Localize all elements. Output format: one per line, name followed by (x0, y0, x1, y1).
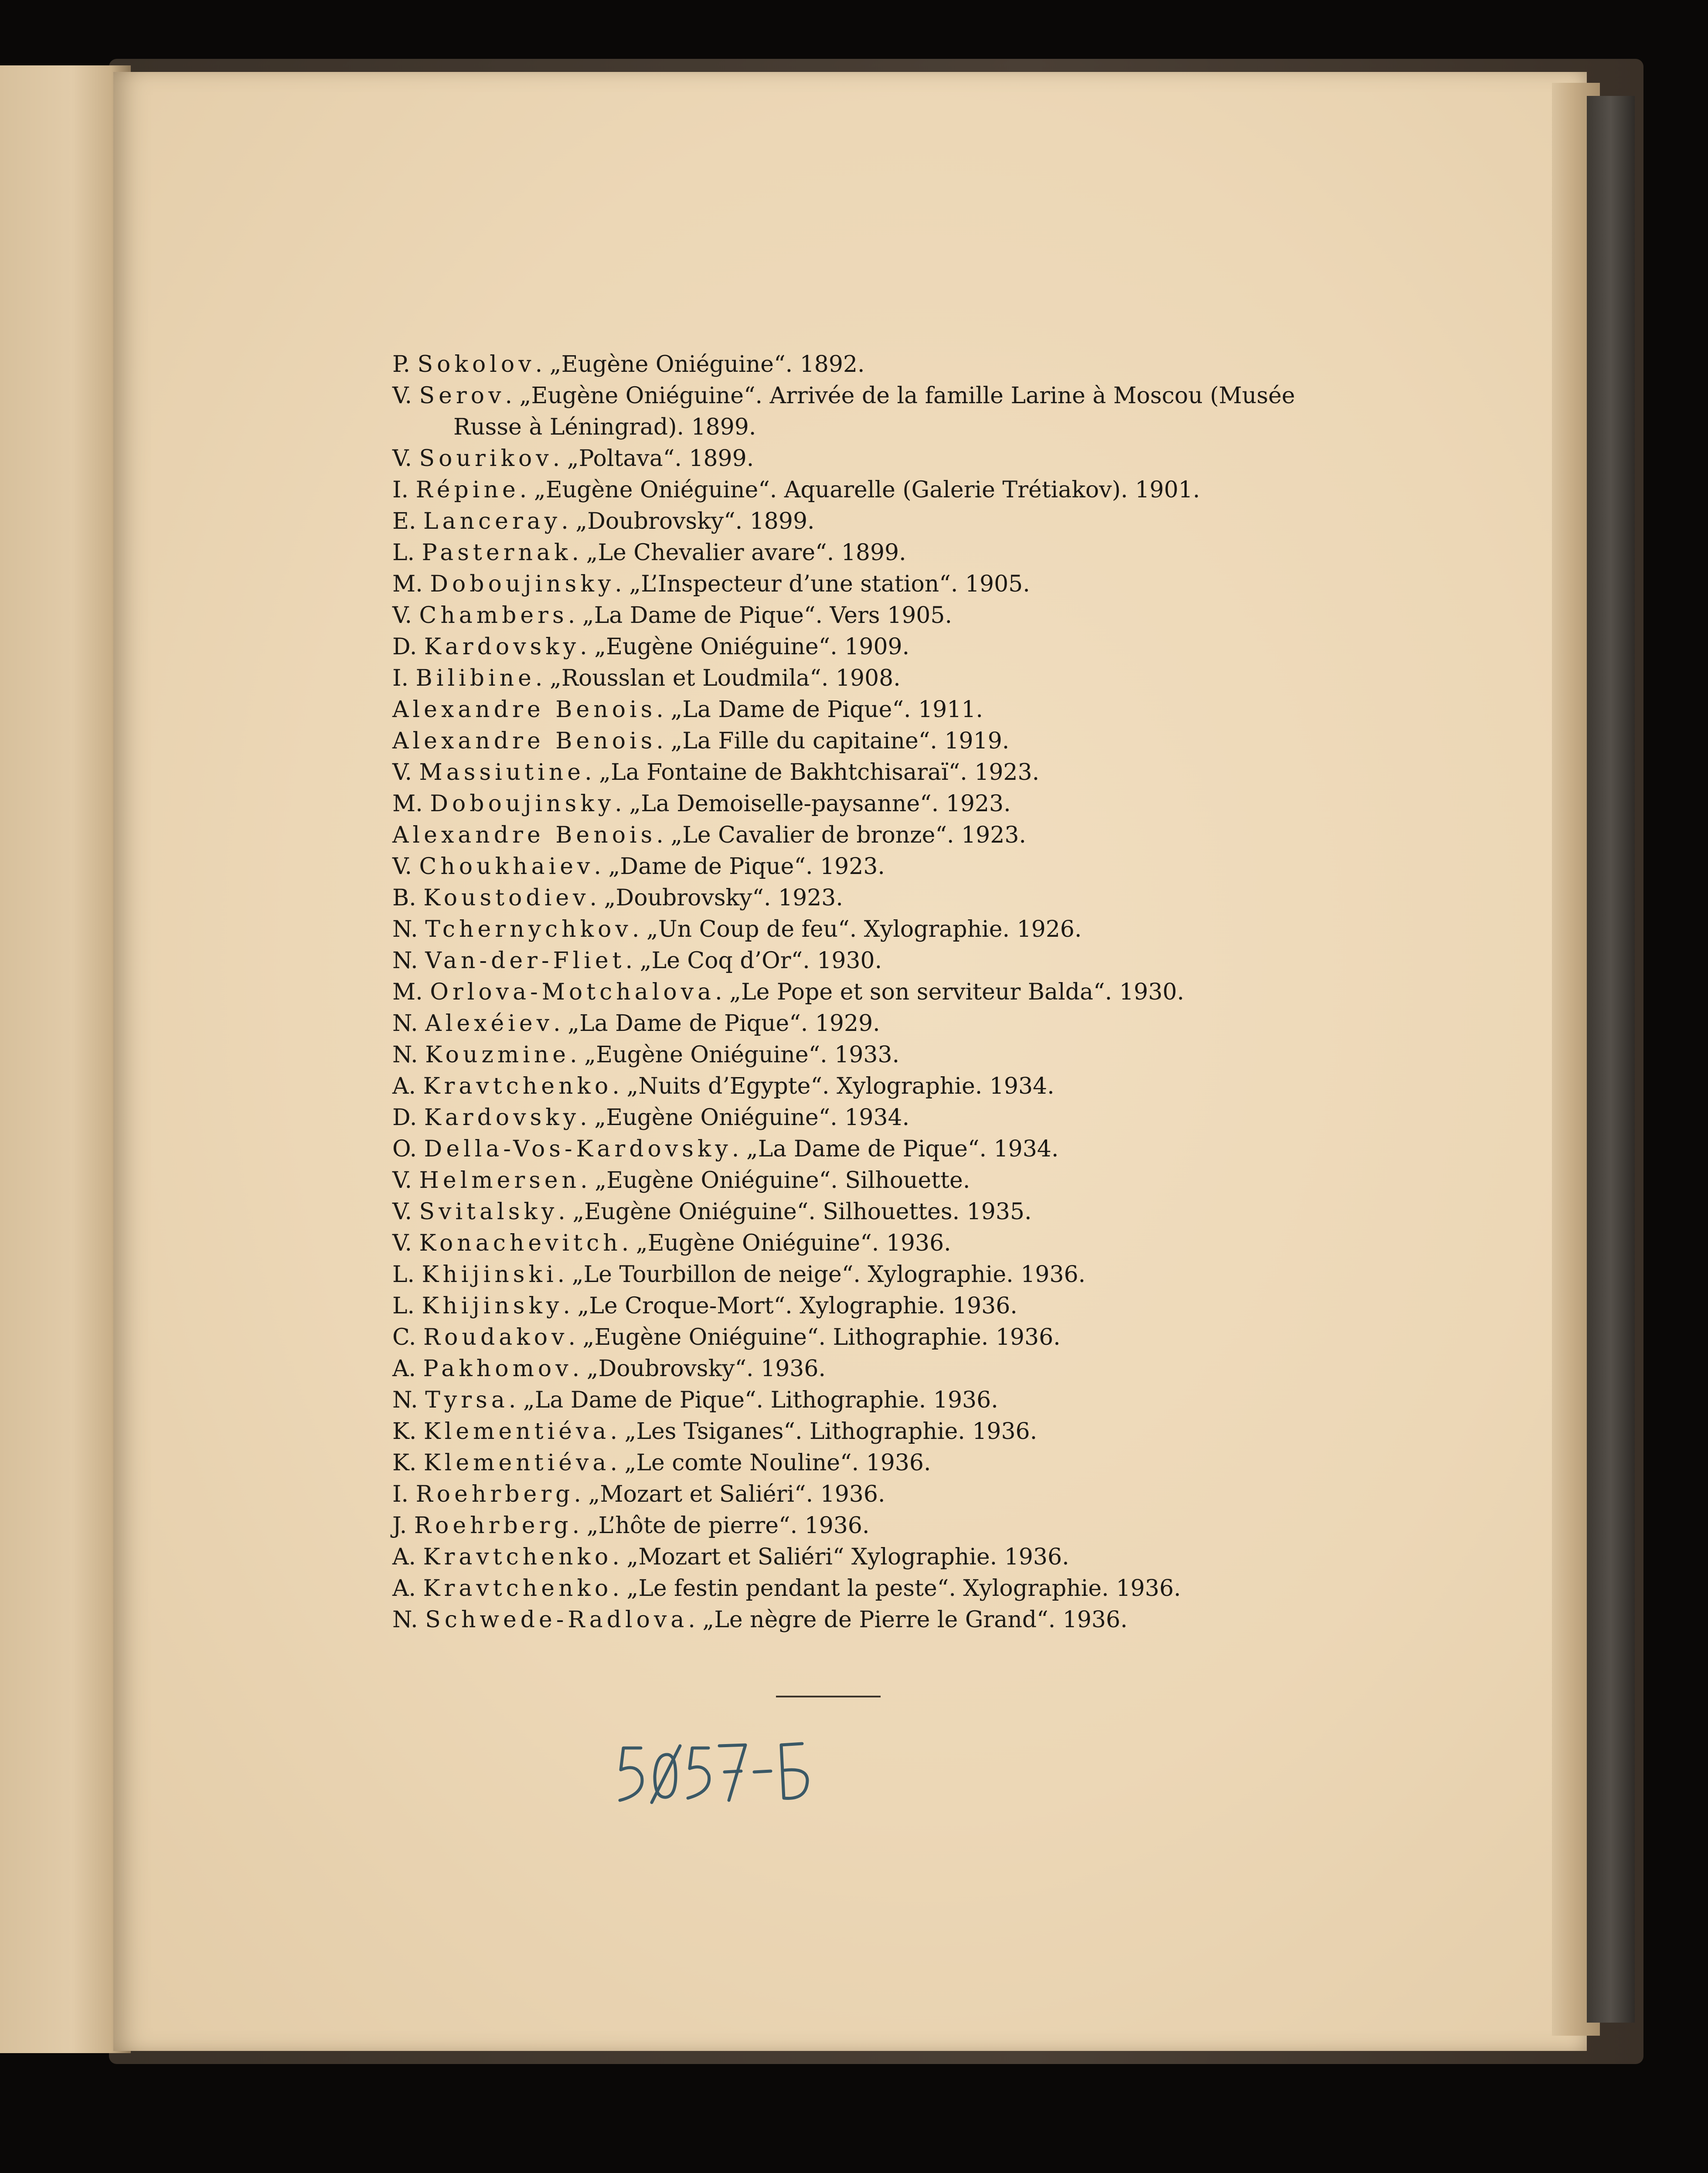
book-spine-strip (1587, 96, 1635, 2023)
list-item: V. Svitalsky. „Eugène Oniéguine“. Silhouettes. 1935. (392, 1199, 1032, 1225)
list-item: V. Helmersen. „Eugène Oniéguine“. Silhouette. (392, 1167, 970, 1194)
list-item: Alexandre Benois. „Le Cavalier de bronze“. 1923. (392, 822, 1026, 848)
list-item: Alexandre Benois. „La Dame de Pique“. 1911. (392, 697, 983, 723)
list-item: J. Roehrberg. „L’hôte de pierre“. 1936. (392, 1513, 870, 1539)
list-item: V. Sourikov. „Poltava“. 1899. (392, 445, 754, 472)
list-item: I. Roehrberg. „Mozart et Saliéri“. 1936. (392, 1481, 885, 1507)
list-item: I. Bilibine. „Rousslan et Loudmila“. 1908. (392, 665, 901, 691)
handwritten-shelfmark (610, 1728, 854, 1807)
list-item: Alexandre Benois. „La Fille du capitaine“. 1919. (392, 728, 1010, 754)
list-item: L. Khijinski. „Le Tourbillon de neige“. Xylographie. 1936. (392, 1262, 1086, 1288)
list-item: N. Tchernychkov. „Un Coup de feu“. Xylographie. 1926. (392, 916, 1082, 942)
list-item: V. Massiutine. „La Fontaine de Bakhtchisaraï“. 1923. (392, 759, 1040, 786)
list-item: N. Schwede-Radlova. „Le nègre de Pierre le Grand“. 1936. (392, 1607, 1128, 1633)
list-item: A. Pakhomov. „Doubrovsky“. 1936. (392, 1356, 826, 1382)
list-item: N. Tyrsa. „La Dame de Pique“. Lithographie. 1936. (392, 1387, 998, 1413)
list-item: M. Doboujinsky. „L’Inspecteur d’une station“. 1905. (392, 571, 1030, 597)
list-item: V. Konachevitch. „Eugène Oniéguine“. 1936. (392, 1230, 951, 1256)
end-rule (776, 1696, 881, 1697)
list-item: A. Kravtchenko. „Le festin pendant la peste“. Xylographie. 1936. (392, 1575, 1181, 1602)
list-item: D. Kardovsky. „Eugène Oniéguine“. 1909. (392, 634, 910, 660)
list-item: I. Répine. „Eugène Oniéguine“. Aquarelle (Galerie Trétiakov). 1901. (392, 477, 1200, 503)
list-item: C. Roudakov. „Eugène Oniéguine“. Lithographie. 1936. (392, 1324, 1061, 1350)
left-page-edge (0, 65, 131, 2053)
list-item: M. Orlova-Motchalova. „Le Pope et son serviteur Balda“. 1930. (392, 979, 1184, 1005)
list-item: L. Pasternak. „Le Chevalier avare“. 1899. (392, 540, 906, 566)
list-item: V. Chambers. „La Dame de Pique“. Vers 1905. (392, 602, 952, 629)
list-item: N. Van-der-Fliet. „Le Coq d’Or“. 1930. (392, 948, 882, 974)
list-item: P. Sokolov. „Eugène Oniéguine“. 1892. (392, 351, 865, 377)
list-item: M. Doboujinsky. „La Demoiselle-paysanne“. 1923. (392, 791, 1011, 817)
list-item: D. Kardovsky. „Eugène Oniéguine“. 1934. (392, 1105, 910, 1131)
illustrations-list (392, 349, 1299, 1636)
list-item: A. Kravtchenko. „Mozart et Saliéri“ Xylographie. 1936. (392, 1544, 1069, 1570)
list-item: B. Koustodiev. „Doubrovsky“. 1923. (392, 885, 843, 911)
list-item: L. Khijinsky. „Le Croque-Mort“. Xylographie. 1936. (392, 1293, 1017, 1319)
list-item: K. Klementiéva. „Les Tsiganes“. Lithographie. 1936. (392, 1418, 1038, 1445)
list-item: N. Alexéiev. „La Dame de Pique“. 1929. (392, 1010, 880, 1037)
list-item: V. Serov. „Eugène Oniéguine“. Arrivée de la famille Larine à Moscou (Musée Russe à Léningrad). 1899. (392, 383, 1295, 440)
list-item: E. Lanceray. „Doubrovsky“. 1899. (392, 508, 815, 534)
list-item: O. Della-Vos-Kardovsky. „La Dame de Pique“. 1934. (392, 1136, 1059, 1162)
list-item: N. Kouzmine. „Eugène Oniéguine“. 1933. (392, 1042, 900, 1068)
list-item: K. Klementiéva. „Le comte Nouline“. 1936. (392, 1450, 931, 1476)
list-item: V. Choukhaiev. „Dame de Pique“. 1923. (392, 854, 885, 880)
list-item: A. Kravtchenko. „Nuits d’Egypte“. Xylographie. 1934. (392, 1073, 1055, 1099)
